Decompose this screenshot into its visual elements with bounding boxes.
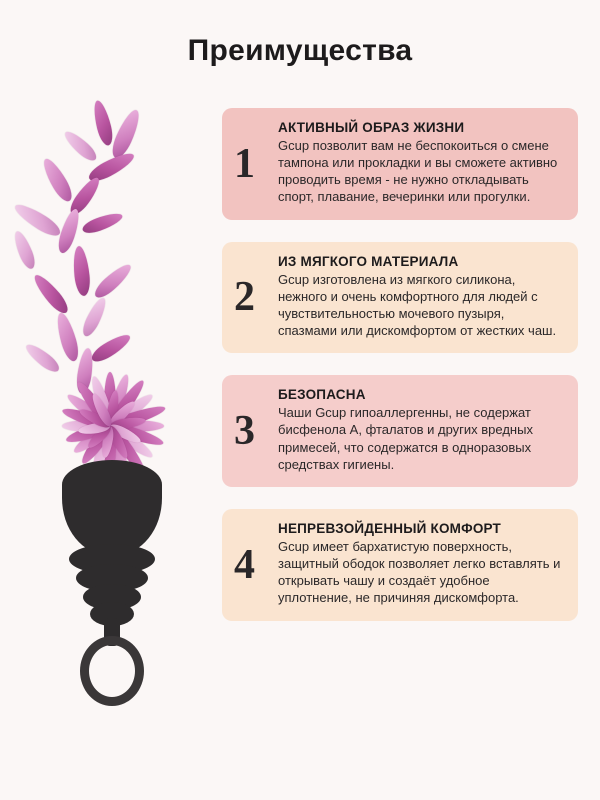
petal	[79, 295, 109, 338]
benefit-text: Gcup имеет бархатистую поверхность, защитный ободок позволяет легко вставлять и открывать чашу и создаёт удобное уплотнение, не причиняя дискомфорта.	[278, 538, 561, 606]
benefit-text: Gcup позволит вам не беспокоиться о смене тампона или прокладки и вы сможете активно проводить время - не нужно откладывать спорт, плавание, вечеринки или прогулки.	[278, 138, 558, 205]
petal	[53, 311, 81, 363]
benefit-card-2	[222, 242, 578, 354]
benefit-text: Чаши Gcup гипоаллергенны, не содержат бисфенола А, фталатов и других вредных примесей, что содержатся в одноразовых средствах гигиены.	[278, 405, 533, 472]
benefit-number: 2	[234, 274, 255, 321]
petal	[61, 128, 99, 164]
benefit-number: 3	[234, 408, 255, 455]
petal	[91, 99, 116, 147]
petal	[39, 155, 76, 204]
petal	[89, 330, 134, 365]
petal	[81, 210, 125, 237]
benefit-heading: ИЗ МЯГКОГО МАТЕРИАЛА	[278, 253, 459, 269]
menstrual-cup	[62, 460, 162, 660]
cup-bowl	[62, 460, 162, 555]
benefit-card-1	[222, 108, 578, 220]
benefit-number: 4	[234, 541, 255, 588]
petal	[11, 229, 38, 271]
benefit-number: 1	[234, 140, 255, 187]
product-illustration	[0, 90, 230, 710]
benefit-heading: НЕПРЕВЗОЙДЕННЫЙ КОМФОРТ	[278, 520, 501, 536]
benefit-heading: АКТИВНЫЙ ОБРАЗ ЖИЗНИ	[278, 120, 465, 135]
benefit-card-3	[222, 375, 578, 487]
benefit-text: Gcup изготовлена из мягкого силикона, нежного и очень комфортного для людей с чувствительностью мочевого пузыря, спазмами или дискомфортом от жестких чаш.	[278, 271, 557, 339]
petal	[91, 260, 135, 301]
benefit-heading: БЕЗОПАСНА	[278, 387, 366, 403]
benefit-card-4	[222, 509, 578, 621]
petal	[30, 271, 72, 317]
cup-ring-handle	[80, 636, 144, 706]
page-title: Преимущества	[187, 34, 413, 67]
petal	[71, 245, 91, 296]
benefits-list	[222, 108, 578, 643]
